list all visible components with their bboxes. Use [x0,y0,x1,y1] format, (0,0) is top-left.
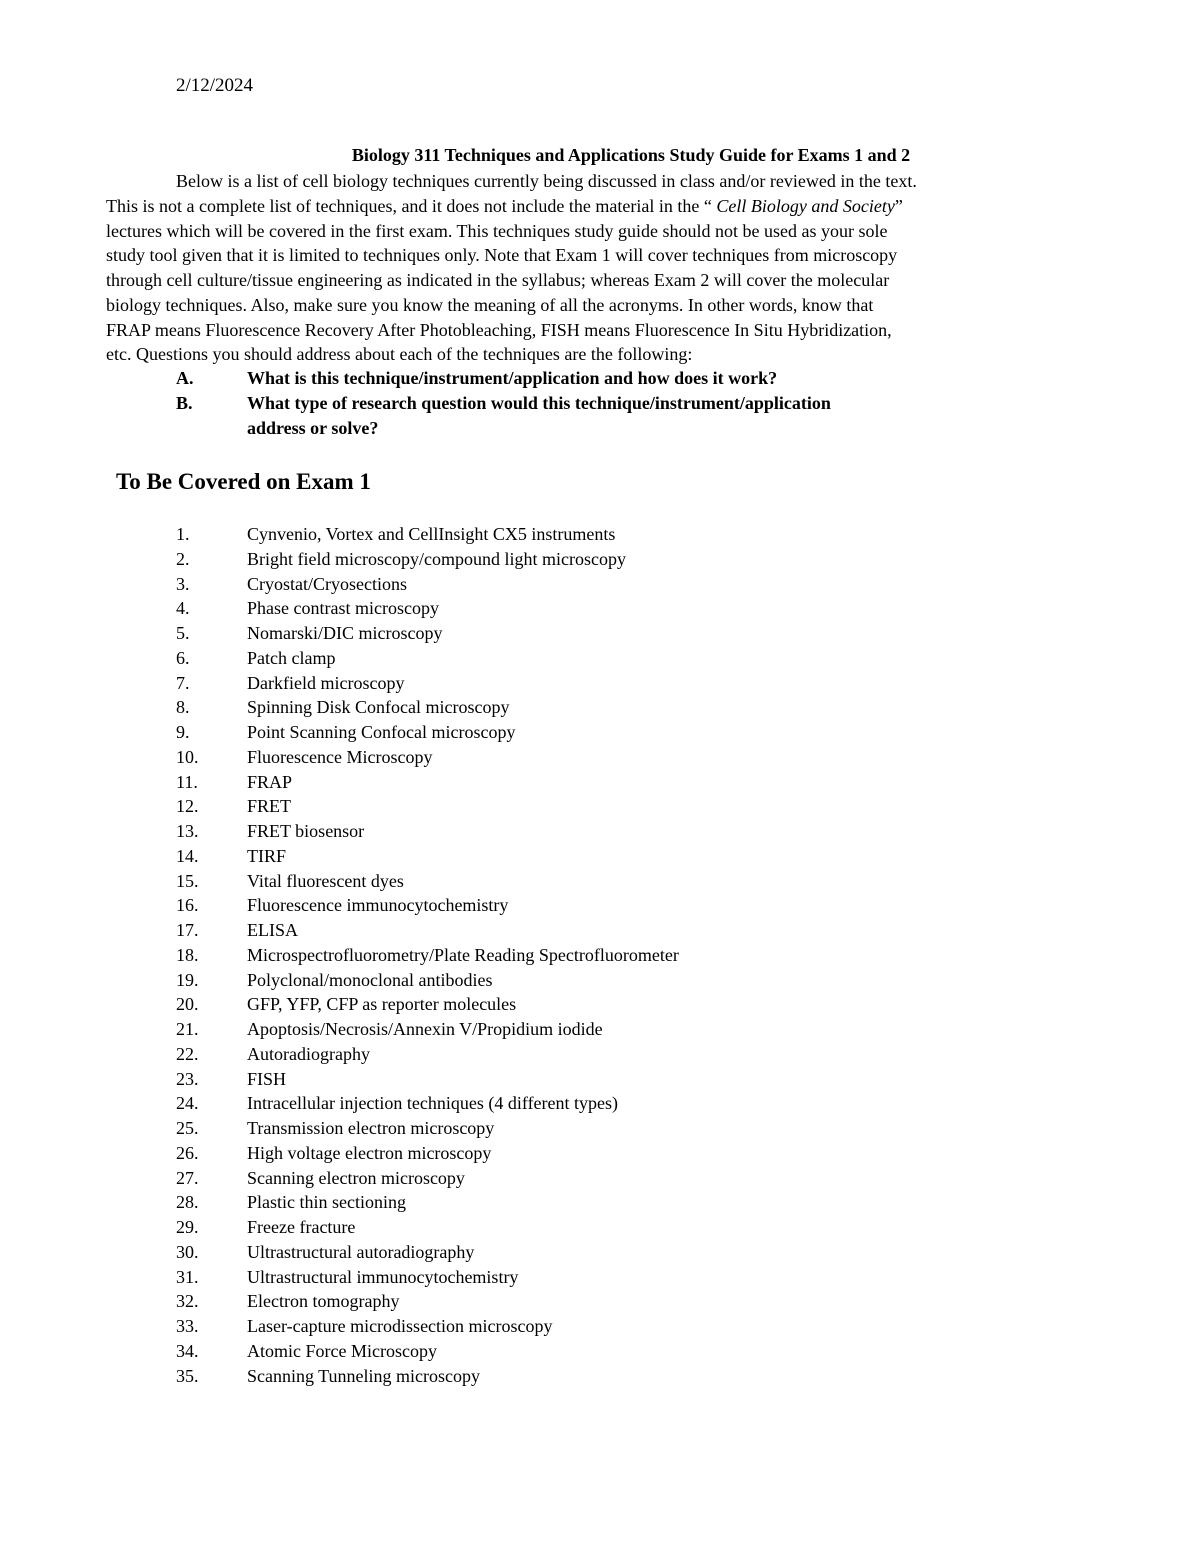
question-line: address or solve? [247,417,379,438]
technique-label: Autoradiography [247,1043,370,1064]
technique-label: Microspectrofluorometry/Plate Reading Spectrofluorometer [247,944,679,965]
intro-line: study tool given that it is limited to techniques only. Note that Exam 1 will cover techniques from microscopy [106,245,898,266]
technique-item [176,1116,1076,1141]
technique-item [176,968,1076,993]
technique-label: Spinning Disk Confocal microscopy [247,697,510,718]
technique-number: 5. [176,623,190,643]
technique-number: 3. [176,573,190,594]
question-letter: A. [176,368,194,388]
technique-label: Nomarski/DIC microscopy [247,623,443,643]
technique-number: 20. [176,994,199,1015]
technique-number: 23. [176,1068,199,1089]
technique-item [176,1190,1076,1215]
technique-number: 1. [176,524,190,544]
technique-item [176,819,1076,844]
intro-text: This is not a complete list of techniques, and it does not include the material in the “ [106,195,717,216]
technique-number: 14. [176,845,199,866]
question-line: What type of research question would this technique/instrument/application [247,392,831,413]
technique-number: 27. [176,1167,199,1188]
technique-item [176,943,1076,968]
intro-paragraph [106,169,1076,367]
technique-label: Darkfield microscopy [247,672,405,693]
technique-number: 18. [176,944,199,965]
technique-label: Fluorescence Microscopy [247,746,433,767]
technique-number: 9. [176,722,190,742]
technique-label: Ultrastructural immunocytochemistry [247,1266,519,1287]
technique-number: 6. [176,647,190,668]
technique-item [176,869,1076,894]
technique-number: 12. [176,796,199,817]
technique-item [176,1017,1076,1042]
technique-label: Scanning Tunneling microscopy [247,1365,480,1386]
section-heading: To Be Covered on Exam 1 [116,469,371,494]
intro-line: biology techniques. Also, make sure you know the meaning of all the acronyms. In other words, know that [106,294,874,315]
intro-line: lectures which will be covered in the first exam. This techniques study guide should not be used as your sole [106,220,888,241]
technique-label: Bright field microscopy/compound light microscopy [247,548,626,569]
intro-line: etc. Questions you should address about each of the techniques are the following: [106,344,693,365]
technique-label: FRET biosensor [247,821,365,841]
technique-item [176,1141,1076,1166]
technique-label: Freeze fracture [247,1217,356,1237]
intro-line: Below is a list of cell biology techniques currently being discussed in class and/or reviewed in the text. [176,171,917,191]
technique-item [176,1166,1076,1191]
technique-label: Laser-capture microdissection microscopy [247,1316,553,1336]
question-a [176,366,1076,391]
technique-item [176,893,1076,918]
intro-line: through cell culture/tissue engineering as indicated in the syllabus; whereas Exam 2 will cover the molecular [106,270,890,290]
technique-number: 16. [176,895,199,916]
technique-item [176,794,1076,819]
technique-label: TIRF [247,845,287,866]
intro-line [106,194,1076,219]
technique-label: Electron tomography [247,1291,400,1312]
technique-item [176,522,1076,547]
technique-label: Cynvenio, Vortex and CellInsight CX5 instruments [247,524,616,544]
technique-number: 30. [176,1241,199,1262]
technique-number: 25. [176,1118,199,1138]
question-line: What is this technique/instrument/application and how does it work? [247,368,778,388]
technique-item [176,596,1076,621]
technique-label: Vital fluorescent dyes [247,870,404,891]
technique-number: 32. [176,1291,199,1312]
technique-number: 4. [176,598,190,619]
technique-item [176,844,1076,869]
technique-item [176,992,1076,1017]
technique-item [176,745,1076,770]
technique-number: 22. [176,1043,199,1064]
technique-item [176,1314,1076,1339]
technique-label: Cryostat/Cryosections [247,573,407,594]
intro-italic-title: Cell Biology and Society [716,195,895,216]
technique-item [176,1042,1076,1067]
technique-label: Ultrastructural autoradiography [247,1241,475,1262]
technique-item [176,1265,1076,1290]
technique-label: Patch clamp [247,647,336,668]
technique-label: FRET [247,796,292,817]
technique-label: Scanning electron microscopy [247,1167,465,1188]
technique-label: Phase contrast microscopy [247,598,439,619]
technique-number: 15. [176,870,199,891]
technique-item [176,572,1076,597]
document-title: Biology 311 Techniques and Applications Study Guide for Exams 1 and 2 [351,145,911,165]
technique-list [176,522,1076,1388]
technique-number: 28. [176,1192,199,1213]
technique-label: Transmission electron microscopy [247,1118,495,1138]
technique-number: 13. [176,821,199,841]
technique-number: 31. [176,1266,199,1287]
technique-label: ELISA [247,920,298,940]
technique-number: 19. [176,969,199,990]
question-text [247,366,1076,391]
technique-number: 29. [176,1217,199,1237]
technique-item [176,646,1076,671]
technique-number: 7. [176,672,190,693]
technique-label: Atomic Force Microscopy [247,1340,437,1361]
technique-number: 35. [176,1365,199,1386]
technique-item [176,720,1076,745]
technique-item [176,1091,1076,1116]
technique-number: 10. [176,746,199,767]
question-list [176,366,1076,440]
question-text [247,391,1076,441]
technique-number: 21. [176,1019,199,1039]
technique-number: 24. [176,1093,199,1114]
technique-item [176,621,1076,646]
technique-label: Fluorescence immunocytochemistry [247,895,509,916]
technique-label: Polyclonal/monoclonal antibodies [247,969,493,990]
question-letter: B. [176,392,193,413]
technique-item [176,695,1076,720]
technique-item [176,918,1076,943]
technique-number: 8. [176,697,190,718]
technique-label: FISH [247,1068,287,1089]
technique-label: Point Scanning Confocal microscopy [247,722,516,742]
technique-number: 26. [176,1142,199,1163]
technique-label: FRAP [247,771,293,792]
technique-item [176,1364,1076,1389]
technique-item [176,1339,1076,1364]
technique-item [176,671,1076,696]
technique-number: 33. [176,1316,199,1336]
technique-number: 2. [176,548,190,569]
technique-item [176,1289,1076,1314]
technique-label: GFP, YFP, CFP as reporter molecules [247,994,517,1015]
document-date: 2/12/2024 [176,75,254,96]
technique-number: 34. [176,1340,199,1361]
intro-text: ” [894,195,903,216]
technique-item [176,770,1076,795]
question-b [176,391,1076,441]
technique-label: Plastic thin sectioning [247,1192,406,1213]
technique-number: 11. [176,771,198,792]
intro-line: FRAP means Fluorescence Recovery After Photobleaching, FISH means Fluorescence In Situ Hybridization, [106,319,892,340]
technique-label: Intracellular injection techniques (4 different types) [247,1093,619,1114]
technique-item [176,547,1076,572]
technique-item [176,1215,1076,1240]
technique-label: Apoptosis/Necrosis/Annexin V/Propidium iodide [247,1019,603,1039]
technique-item [176,1067,1076,1092]
technique-label: High voltage electron microscopy [247,1142,492,1163]
technique-number: 17. [176,920,199,940]
technique-item [176,1240,1076,1265]
